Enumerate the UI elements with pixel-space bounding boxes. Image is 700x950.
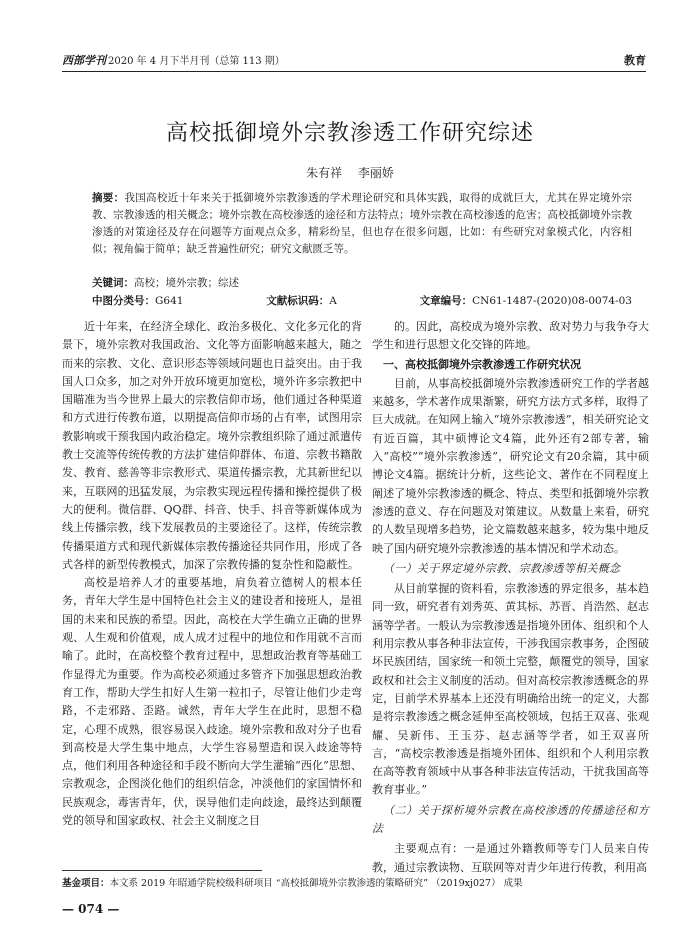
subsection-heading: （二）关于探析境外宗教在高校渗透的传播途径和方法: [372, 803, 649, 836]
header-divider: [62, 71, 646, 72]
doc-value: A: [329, 295, 337, 307]
abstract: [92, 190, 632, 258]
body-paragraph: 高校是培养人才的重要基地，肩负着立德树人的根本任务，青年大学生是中国特色社会主义的建设者和接班人，是祖国的未来和民族的希望。因此，高校在大学生确立正确的世界观、人生观和价值观，成人成才过程中的地位和作用就不言而喻了。此时，在高校整个教育过程中，思想政治教育等基础工作显得尤为重要。作为高校必须通过多管齐下加强思想政治教育工作，帮助大学生扣好人生第一粒扣子，尽管让他们少走弯路，不走邪路、歪路。诚然，青年大学生在此时，思想不稳定，心理不成熟，很容易误入歧途。境外宗教和敌对分子也看到高校是大学生集中地点，大学生容易塑造和误入歧途等特点，他们利用各种途径和手段不断向大学生灌输“西化”思想、宗教观念，企图淡化他们的组织信念，冲淡他们的家国情怀和民族观念，毒害青年，伏，误导他们走向歧途，最终达到颠覆党的领导和国家政权、社会主义制度之目: [62, 576, 362, 828]
article-label: 文章编号：: [419, 295, 473, 307]
article-title: 高校抵御境外宗教渗透工作研究综述: [165, 121, 534, 146]
footnote-divider: [62, 870, 262, 871]
body-paragraph: 从目前掌握的资料看，宗教渗透的界定很多，基本趋同一致，研究者有刘秀英、黄其标、苏晋、肖浩然、赵志涵等学者。一般认为宗教渗透是指境外团体、组织和个人利用宗教从事各种非法宣传，干涉我国宗教事务，企图破坏民族团结，国家统一和领土完整，颠覆党的领导，国家政权和社会主义制度的活动。但对高校宗教渗透概念的界定，目前学术界基本上还没有明确给出统一的定义，大都是将宗教渗透之概念延伸至高校领域，包括王双喜、张观耀、吴新伟、王玉芬、赵志涵等学者，如王双喜所言，“高校宗教渗透是指境外团体、组织和个人利用宗教在高等教育领域中从事各种非法宣传活动，干扰我国高等教育事业。”: [372, 582, 649, 797]
author-list: [0, 164, 700, 181]
keywords-label: 关键词：: [92, 277, 134, 289]
body-column-right: [372, 318, 649, 877]
author-name: 朱有祥: [306, 166, 343, 180]
abstract-text: 我国高校近十年来关于抵御境外宗教渗透的学术理论研究和具体实践，取得的成就巨大，尤其在界定境外宗教、宗教渗透的相关概念；境外宗教在高校渗透的途径和方法特点；境外宗教在高校渗透的危害；高校抵御境外宗教渗透的对策途径及存在问题等方面观点众多，精彩纷呈，但也存在很多问题，比如：有些研究对象模式化，内容相似；视角偏于简单；缺乏普遍性研究；研究文献匮乏等。: [92, 192, 633, 255]
footnote-label: 基金项目：: [62, 878, 110, 889]
body-paragraph: 的。因此，高校成为境外宗教、敌对势力与我争夺大学生和进行思想文化交锋的阵地。: [372, 320, 649, 352]
body-paragraph: 近十年来，在经济全球化、政治多极化、文化多元化的背景下，境外宗教对我国政治、文化等方面影响越来越大，随之而来的宗教、文化、意识形态等领域问题也日益突出。由于我国人口众多，加之对外开放环境更加宽松，境外许多宗教把中国瞄准为当今世界上最大的宗教信仰市场，他们通过各种渠道和方式进行传教布道，以期提高信仰市场的占有率，试图用宗教影响或干预我国内政治稳定。境外宗教组织除了通过派遣传教士交流等传统传教的方法扩建信仰群体、布道、宗教书籍散发、教育、慈善等非宗教形式、渠道传播宗教，尤其新世纪以来，互联网的迅猛发展，为宗教实现远程传播和操控提供了极大的便利。微信群、QQ群、抖音、快手、抖音等新媒体成为线上传播宗教，线下发展教员的主要途径了。这样，传统宗教传播渠道方式和现代新媒体宗教传播途径共同作用，形成了各式各样的新型传教模式，加深了宗教传播的复杂性和隐蔽性。: [62, 320, 362, 571]
running-header: [62, 48, 646, 68]
header-left: [62, 52, 285, 68]
footnote-text: 本文系 2019 年昭通学院校级科研项目 “高校抵御境外宗教渗透的策略研究” （2019xj027） 成果: [109, 878, 523, 889]
article-value: CN61-1487-(2020)08-0074-03: [472, 295, 632, 307]
classification-line: [92, 293, 632, 308]
body-paragraph: 目前，从事高校抵御境外宗教渗透研究工作的学者越来越多，学术著作成果渐繁，研究方法方式多样，取得了巨大成就。在知网上输入“境外宗教渗透”，相关研究论文有近百篇，其中硕博论文4篇，此外还有2部专著，输入“高校”“境外宗教渗透”，研究论文有20余篇，其中硕博论文4篇。据统计分析，这些论文、著作在不同程度上阐述了境外宗教渗透的概念、特点、类型和抵御境外宗教渗透的意义、存在问题及对策建议。从数量上来看，研究的人数呈现增多趋势，论文篇数越来越多，较为集中地反映了国内研究境外宗教渗透的基本情况和学术动态。: [372, 376, 649, 555]
body-column-left: [62, 318, 362, 830]
section-heading: 一、高校抵御境外宗教渗透工作研究状况: [383, 357, 581, 371]
subsection-heading: （一）关于界定境外宗教、宗教渗透等相关概念: [383, 561, 621, 575]
document-code: [266, 293, 337, 308]
section-name: 教育: [624, 54, 646, 67]
keywords: [92, 275, 632, 290]
doc-label: 文献标识码：: [266, 295, 330, 307]
article-number: [420, 293, 632, 308]
journal-name: 西部学刊: [62, 54, 106, 67]
page-number: — 074 —: [62, 902, 120, 916]
journal-issue: 2020 年 4 月下半月刊（总第 113 期）: [108, 56, 285, 67]
keywords-text: 高校；境外宗教；综述: [134, 277, 239, 289]
author-name: 李丽娇: [357, 166, 394, 180]
clc-number: [92, 293, 183, 308]
body-paragraph: 主要观点有：一是通过外籍教师等专门人员来自传教，通过宗教读物、互联网等对青少年进行传教，利用高: [372, 842, 649, 874]
funding-footnote: [62, 875, 646, 889]
abstract-label: 摘要：: [92, 192, 125, 204]
clc-value: G641: [155, 295, 184, 307]
clc-label: 中图分类号：: [92, 295, 155, 307]
